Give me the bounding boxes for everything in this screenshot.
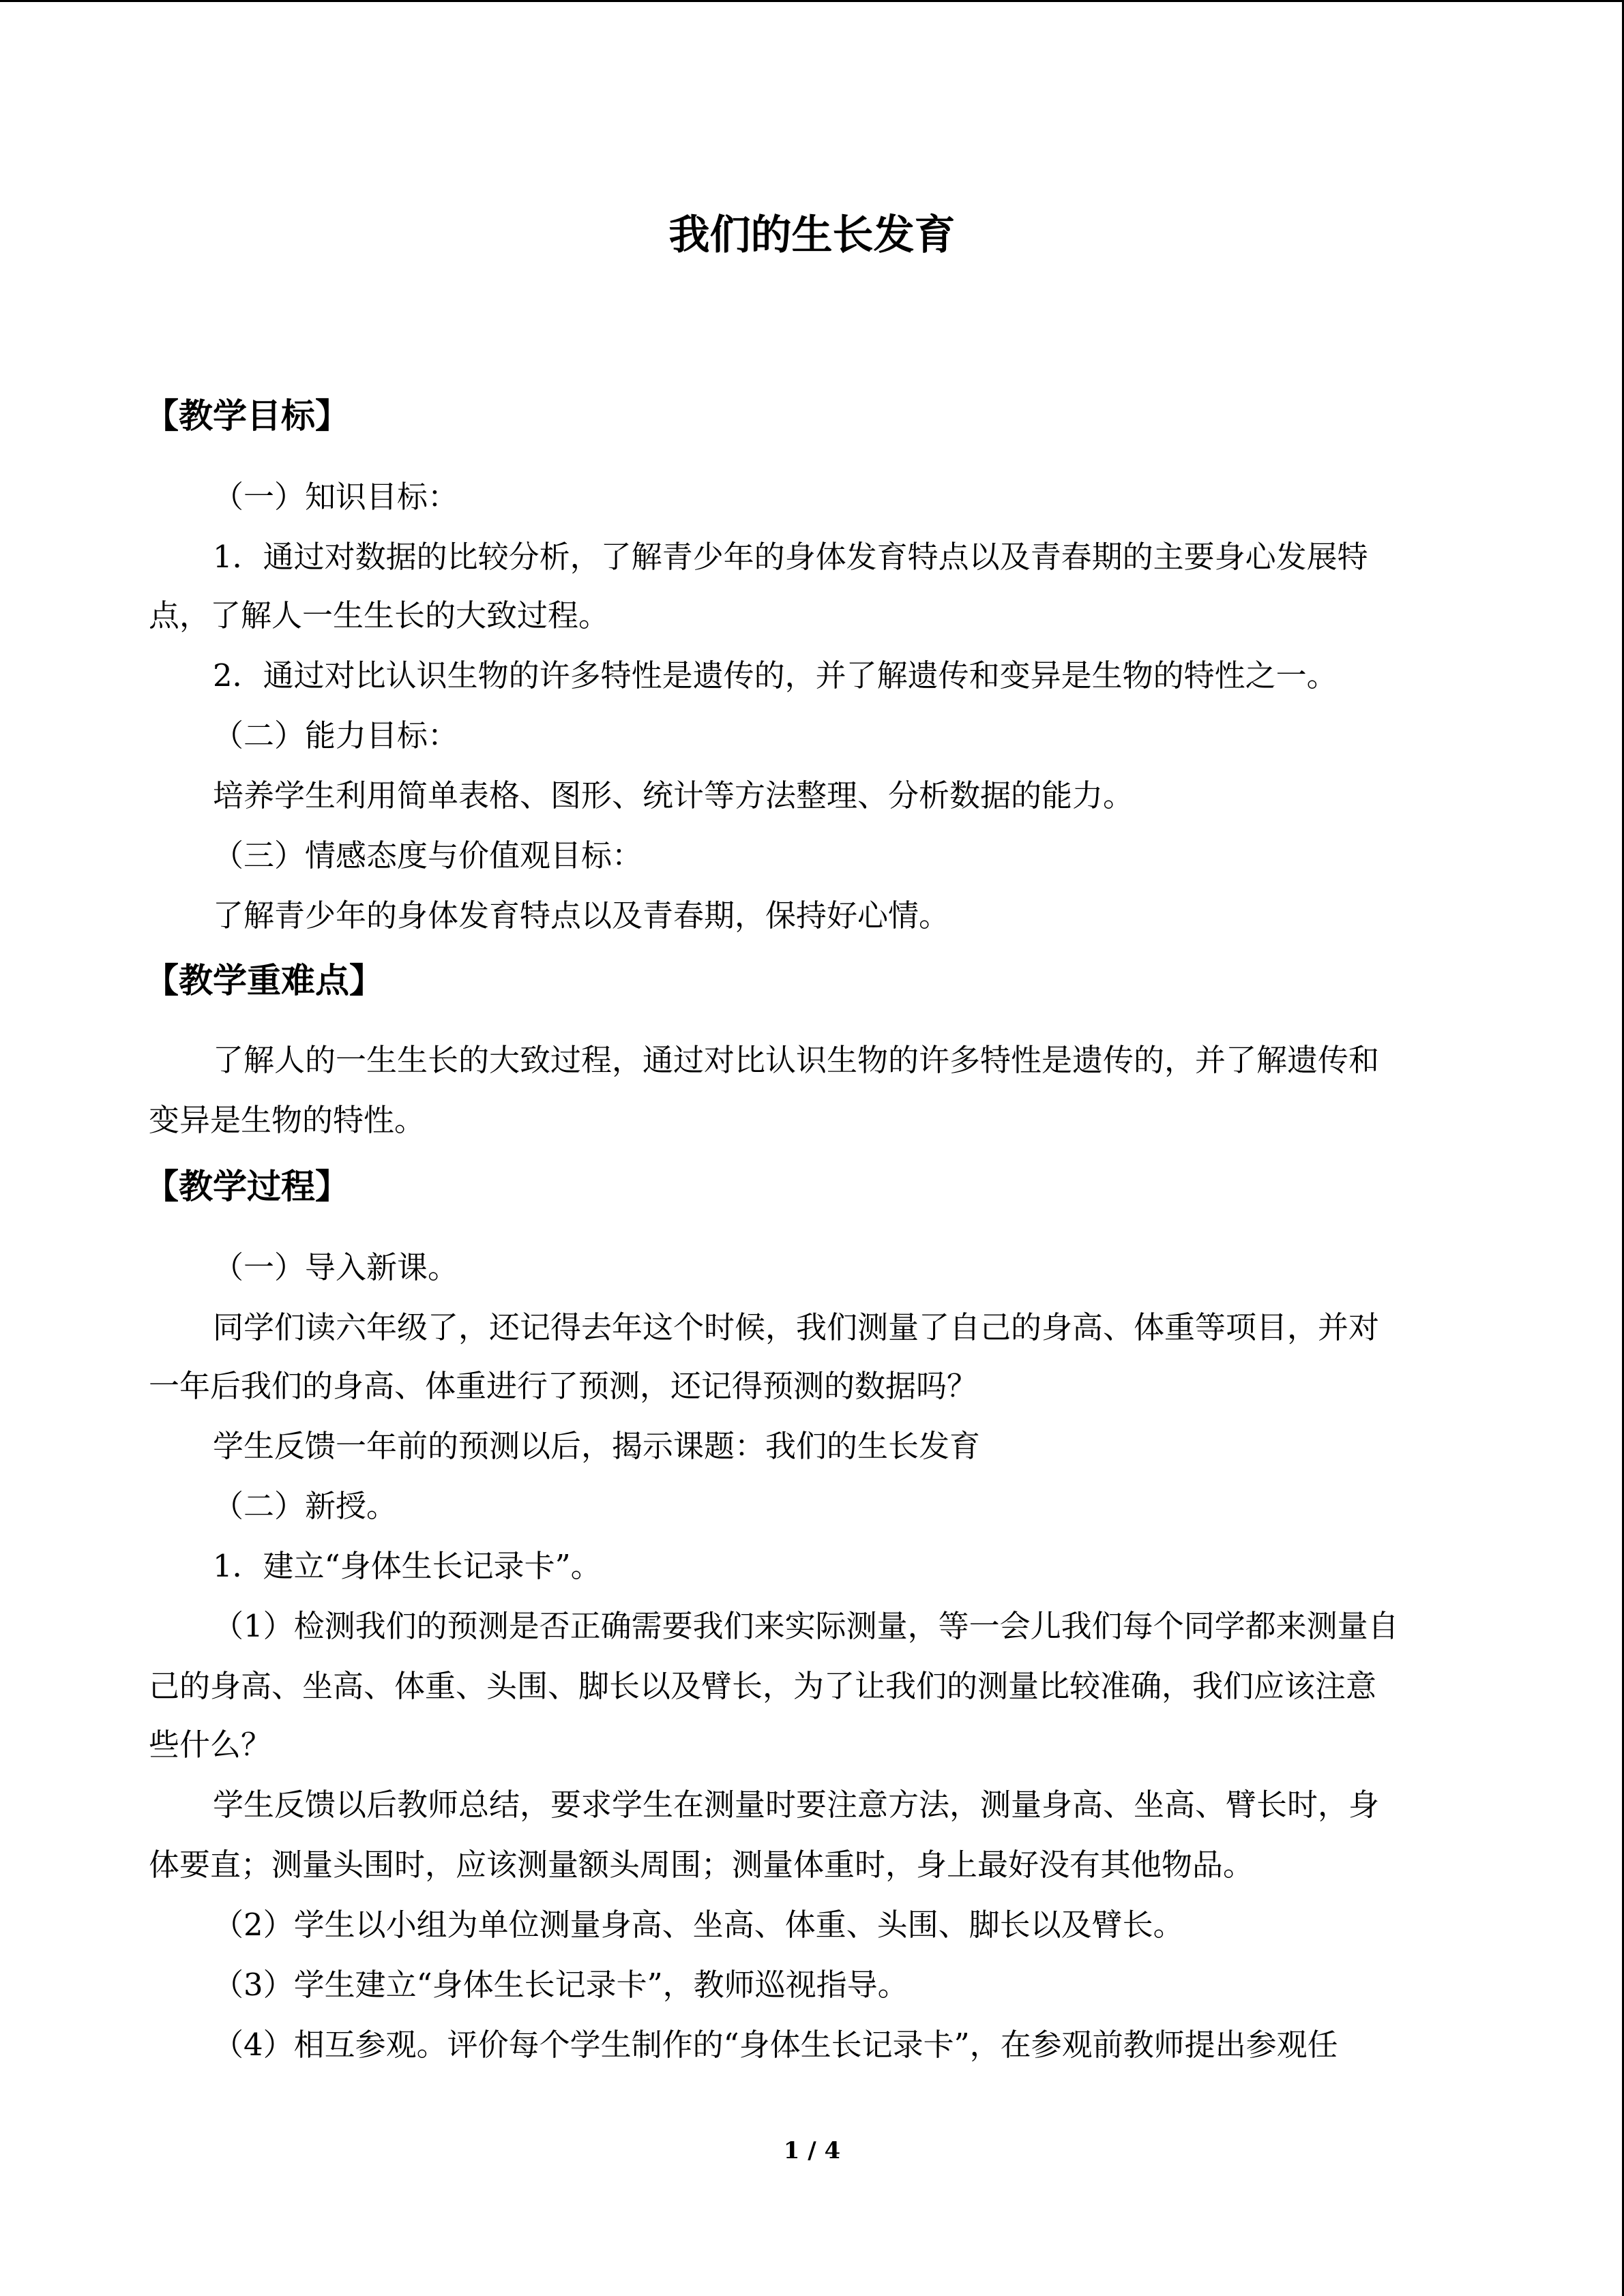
intro-line1: 同学们读六年级了，还记得去年这个时候，我们测量了自己的身高、体重等项目，并对 xyxy=(213,1309,1380,1345)
intro-line2: 一年后我们的身高、体重进行了预测，还记得预测的数据吗？ xyxy=(149,1368,978,1404)
section-heading-objectives: 【教学目标】 xyxy=(145,396,349,436)
step-1-2: （2）学生以小组为单位测量身高、坐高、体重、头围、脚长以及臂长。 xyxy=(213,1907,1184,1943)
page-number: 1 / 4 xyxy=(783,2137,841,2164)
feedback-line: 学生反馈一年前的预测以后，揭示课题：我们的生长发育 xyxy=(213,1428,981,1464)
new-lesson-label: （二）新授。 xyxy=(213,1488,398,1524)
section-heading-process: 【教学过程】 xyxy=(145,1167,349,1206)
section-heading-key-points: 【教学重难点】 xyxy=(145,961,383,1000)
knowledge-objective-2: 2．通过对比认识生物的许多特性是遗传的，并了解遗传和变异是生物的特性之一。 xyxy=(213,657,1338,694)
key-points-line1: 了解人的一生生长的大致过程，通过对比认识生物的许多特性是遗传的，并了解遗传和 xyxy=(213,1042,1380,1078)
step-1-1-line3: 些什么？ xyxy=(149,1727,272,1763)
step-1-heading: 1．建立“身体生长记录卡”。 xyxy=(213,1548,602,1584)
step-1-3: （3）学生建立“身体生长记录卡”，教师巡视指导。 xyxy=(213,1967,909,2003)
step-1-1-line1: （1）检测我们的预测是否正确需要我们来实际测量，等一会儿我们每个同学都来测量自 xyxy=(213,1608,1399,1644)
summary-line1: 学生反馈以后教师总结，要求学生在测量时要注意方法，测量身高、坐高、臂长时，身 xyxy=(213,1787,1380,1823)
ability-objective-text: 培养学生利用简单表格、图形、统计等方法整理、分析数据的能力。 xyxy=(213,777,1134,814)
summary-line2: 体要直；测量头围时，应该测量额头周围；测量体重时，身上最好没有其他物品。 xyxy=(149,1847,1254,1883)
page-title: 我们的生长发育 xyxy=(668,211,956,259)
step-1-1-line2: 己的身高、坐高、体重、头围、脚长以及臂长，为了让我们的测量比较准确，我们应该注意 xyxy=(149,1668,1377,1704)
step-1-4: （4）相互参观。评价每个学生制作的“身体生长记录卡”，在参观前教师提出参观任 xyxy=(213,2027,1338,2063)
intro-label: （一）导入新课。 xyxy=(213,1249,459,1285)
emotion-objective-label: （三）情感态度与价值观目标： xyxy=(213,837,643,874)
ability-objective-label: （二）能力目标： xyxy=(213,717,459,754)
knowledge-objective-1-line2: 点，了解人一生生长的大致过程。 xyxy=(149,597,610,633)
emotion-objective-text: 了解青少年的身体发育特点以及青春期，保持好心情。 xyxy=(213,897,950,934)
key-points-line2: 变异是生物的特性。 xyxy=(149,1102,426,1138)
knowledge-objective-1-line1: 1．通过对数据的比较分析，了解青少年的身体发育特点以及青春期的主要身心发展特 xyxy=(213,539,1368,575)
knowledge-objective-label: （一）知识目标： xyxy=(213,479,459,515)
